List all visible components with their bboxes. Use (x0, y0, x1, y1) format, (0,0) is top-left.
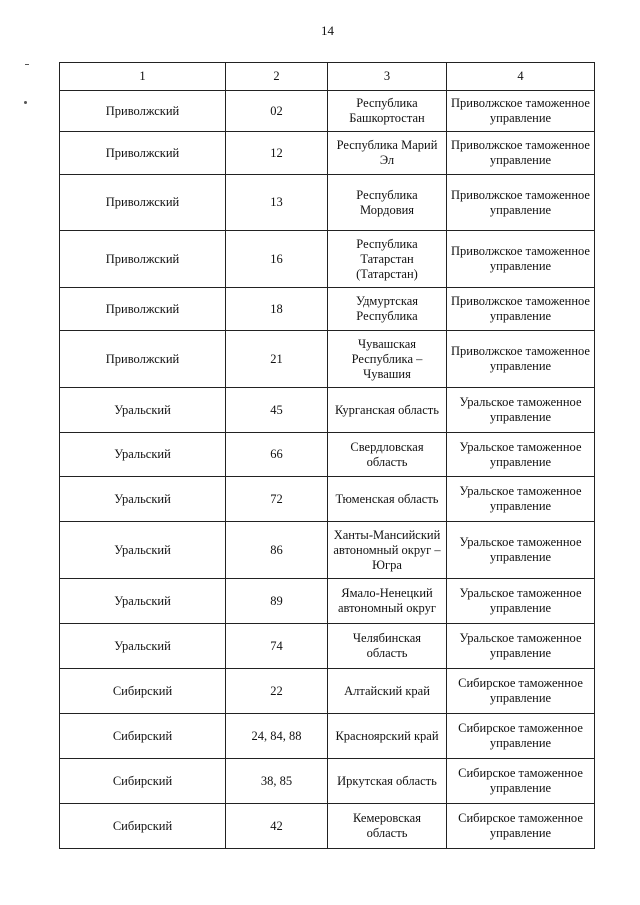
code-cell: 66 (226, 433, 328, 477)
district-cell: Уральский (60, 433, 226, 477)
page-number: 14 (321, 23, 334, 38)
table-row (60, 331, 595, 388)
table-row (60, 288, 595, 331)
header-col-4: 4 (447, 63, 595, 91)
scan-dot (24, 101, 27, 104)
region-cell: Красноярский край (328, 714, 447, 759)
district-cell: Сибирский (60, 759, 226, 804)
code-cell: 02 (226, 91, 328, 132)
table-row (60, 624, 595, 669)
code-cell: 86 (226, 522, 328, 579)
region-cell: Кемеровская область (328, 804, 447, 849)
district-cell: Приволжский (60, 175, 226, 231)
office-cell: Уральское таможенное управление (447, 624, 595, 669)
district-cell: Уральский (60, 522, 226, 579)
header-col-2: 2 (226, 63, 328, 91)
table-row (60, 522, 595, 579)
region-cell: Алтайский край (328, 669, 447, 714)
region-cell: Курганская область (328, 388, 447, 433)
office-cell: Приволжское таможенное управление (447, 231, 595, 288)
office-cell: Уральское таможенное управление (447, 477, 595, 522)
region-cell: Республика Марий Эл (328, 132, 447, 175)
table-row (60, 804, 595, 849)
office-cell: Уральское таможенное управление (447, 522, 595, 579)
district-cell: Приволжский (60, 231, 226, 288)
office-cell: Приволжское таможенное управление (447, 288, 595, 331)
office-cell: Приволжское таможенное управление (447, 132, 595, 175)
district-cell: Уральский (60, 579, 226, 624)
code-cell: 18 (226, 288, 328, 331)
code-cell: 22 (226, 669, 328, 714)
code-cell: 12 (226, 132, 328, 175)
scan-speck (25, 64, 29, 65)
office-cell: Сибирское таможенное управление (447, 804, 595, 849)
table-row (60, 388, 595, 433)
office-cell: Уральское таможенное управление (447, 579, 595, 624)
code-cell: 45 (226, 388, 328, 433)
district-cell: Уральский (60, 477, 226, 522)
table-row (60, 433, 595, 477)
code-cell: 42 (226, 804, 328, 849)
header-col-3: 3 (328, 63, 447, 91)
table-row (60, 477, 595, 522)
code-cell: 24, 84, 88 (226, 714, 328, 759)
region-cell: Республика Башкортостан (328, 91, 447, 132)
district-cell: Приволжский (60, 91, 226, 132)
district-cell: Сибирский (60, 714, 226, 759)
header-col-1: 1 (60, 63, 226, 91)
office-cell: Уральское таможенное управление (447, 433, 595, 477)
header-row (60, 63, 595, 91)
office-cell: Уральское таможенное управление (447, 388, 595, 433)
table-row (60, 175, 595, 231)
code-cell: 21 (226, 331, 328, 388)
region-cell: Челябинская область (328, 624, 447, 669)
table-row (60, 759, 595, 804)
code-cell: 74 (226, 624, 328, 669)
region-cell: Республика Мордовия (328, 175, 447, 231)
district-cell: Сибирский (60, 804, 226, 849)
region-cell: Ханты-Мансийский автономный округ – Югра (328, 522, 447, 579)
code-cell: 13 (226, 175, 328, 231)
table-row (60, 714, 595, 759)
district-cell: Приволжский (60, 132, 226, 175)
region-cell: Ямало-Ненецкий автономный округ (328, 579, 447, 624)
table-row (60, 669, 595, 714)
table-row (60, 579, 595, 624)
district-cell: Приволжский (60, 288, 226, 331)
office-cell: Сибирское таможенное управление (447, 714, 595, 759)
code-cell: 72 (226, 477, 328, 522)
region-cell: Свердловская область (328, 433, 447, 477)
customs-table (59, 62, 595, 849)
table-row (60, 132, 595, 175)
office-cell: Приволжское таможенное управление (447, 331, 595, 388)
district-cell: Приволжский (60, 331, 226, 388)
code-cell: 89 (226, 579, 328, 624)
district-cell: Уральский (60, 388, 226, 433)
table-row (60, 231, 595, 288)
office-cell: Приволжское таможенное управление (447, 175, 595, 231)
district-cell: Сибирский (60, 669, 226, 714)
office-cell: Сибирское таможенное управление (447, 759, 595, 804)
office-cell: Сибирское таможенное управление (447, 669, 595, 714)
region-cell: Иркутская область (328, 759, 447, 804)
region-cell: Чувашская Республика – Чувашия (328, 331, 447, 388)
region-cell: Республика Татарстан (Татарстан) (328, 231, 447, 288)
region-cell: Тюменская область (328, 477, 447, 522)
code-cell: 16 (226, 231, 328, 288)
region-cell: Удмуртская Республика (328, 288, 447, 331)
office-cell: Приволжское таможенное управление (447, 91, 595, 132)
district-cell: Уральский (60, 624, 226, 669)
table-row (60, 91, 595, 132)
code-cell: 38, 85 (226, 759, 328, 804)
